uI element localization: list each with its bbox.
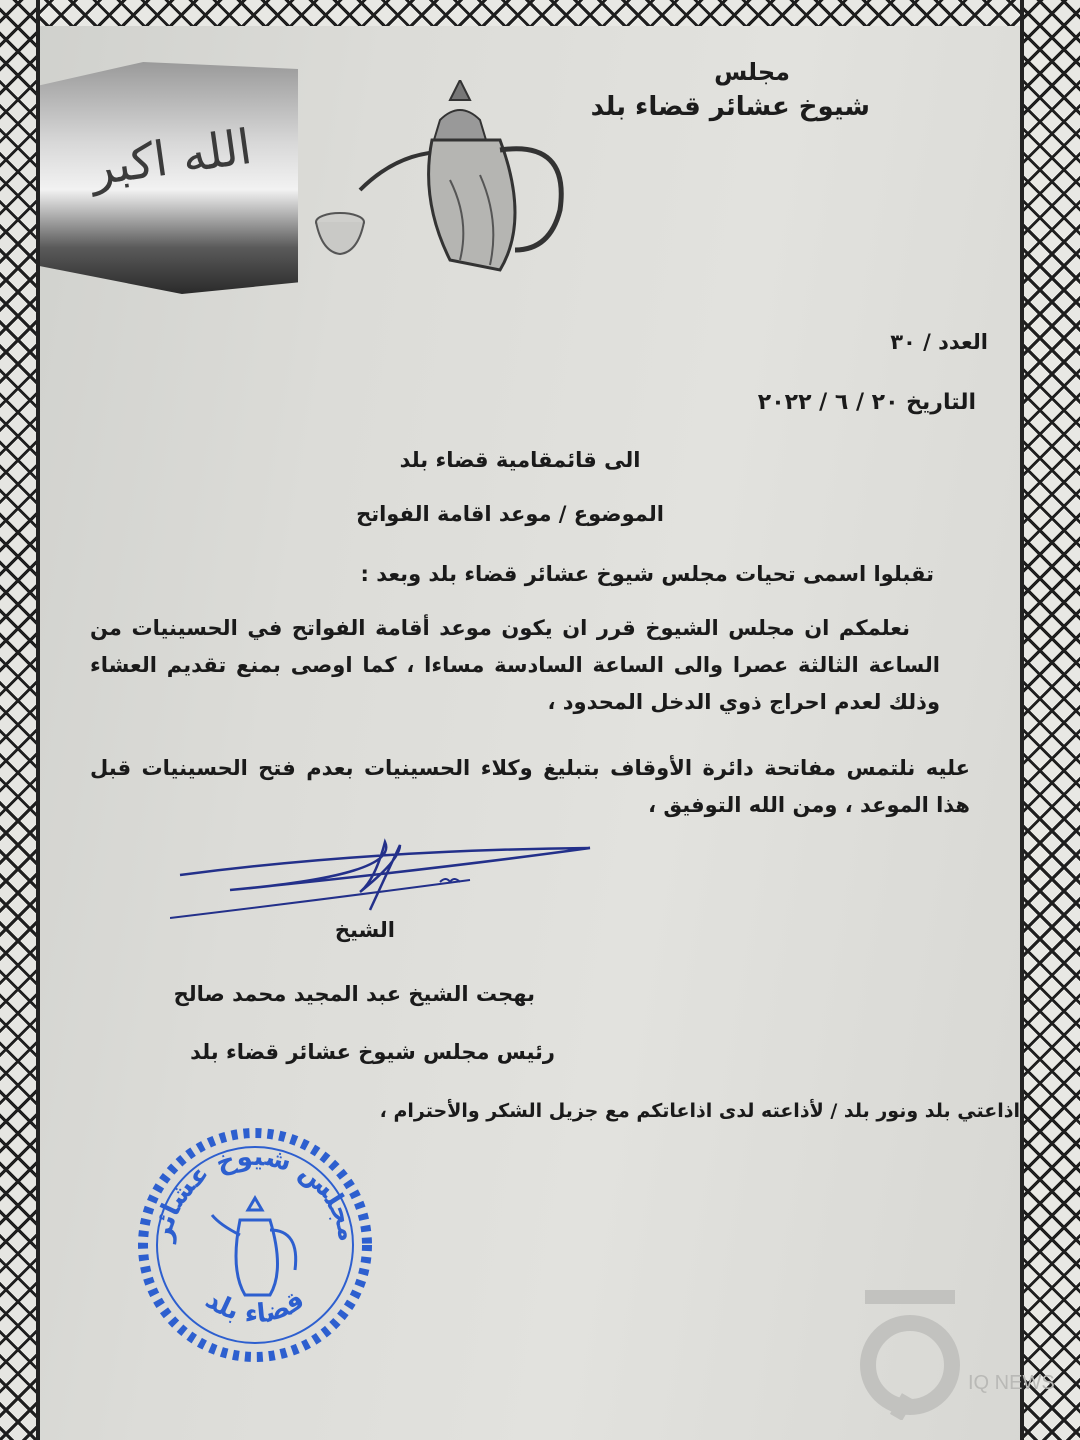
- flag-emblem-text: الله اكبر: [86, 118, 256, 198]
- document-date: التاريخ ٢٠ / ٦ / ٢٠٢٢: [757, 390, 976, 415]
- signatory-title: الشيخ: [334, 918, 395, 942]
- decorative-border-top: [36, 0, 1024, 26]
- letterhead: [591, 58, 870, 122]
- stamp-top-text: مجلس شيوخ عشائر: [147, 1141, 363, 1244]
- signatory-position: رئيس مجلس شيوخ عشائر قضاء بلد: [190, 1040, 555, 1064]
- greeting: تقبلوا اسمى تحيات مجلس شيوخ عشائر قضاء بلد وبعد :: [360, 562, 934, 586]
- recipient: الى قائمقامية قضاء بلد: [399, 448, 641, 472]
- council-stamp: [130, 1120, 380, 1370]
- decorative-border-right: [1020, 0, 1080, 1440]
- paragraph-2: عليه نلتمس مفاتحة دائرة الأوقاف بتبليغ وكلاء الحسينيات بعدم فتح الحسينيات قبل هذا الموعد ، ومن الله التوفيق ،: [90, 756, 970, 817]
- iq-news-logo-icon: [855, 1290, 975, 1420]
- signature-image: [170, 830, 610, 925]
- letterhead-line-1: مجلس: [714, 58, 790, 86]
- letterhead-line-2: شيوخ عشائر قضاء بلد: [590, 92, 870, 122]
- stamp-bottom-text: قضاء بلد: [199, 1285, 310, 1330]
- signatory-name: بهجت الشيخ عبد المجيد محمد صالح: [173, 982, 535, 1006]
- decorative-border-left: [0, 0, 40, 1440]
- document-number: العدد / ٣٠: [890, 330, 988, 354]
- subject: الموضوع / موعد اقامة الفواتح: [356, 502, 664, 526]
- watermark-text: IQ NEWS: [968, 1372, 1055, 1394]
- svg-text:قضاء بلد: [200, 1285, 310, 1329]
- cc-note: اذاعتي بلد ونور بلد / لأذاعته لدى اذاعاتكم مع جزيل الشكر والأحترام ،: [379, 1100, 1020, 1122]
- coffee-pot-icon: [300, 80, 590, 290]
- paragraph-1: نعلمكم ان مجلس الشيوخ قرر ان يكون موعد أقامة الفواتح في الحسينيات من الساعة الثالثة عصرا والى الساعة السادسة مساءا ، كما اوصى بمنع تقديم العشاء وذلك لعدم احراج ذوي الدخل المحدود ،: [90, 616, 940, 714]
